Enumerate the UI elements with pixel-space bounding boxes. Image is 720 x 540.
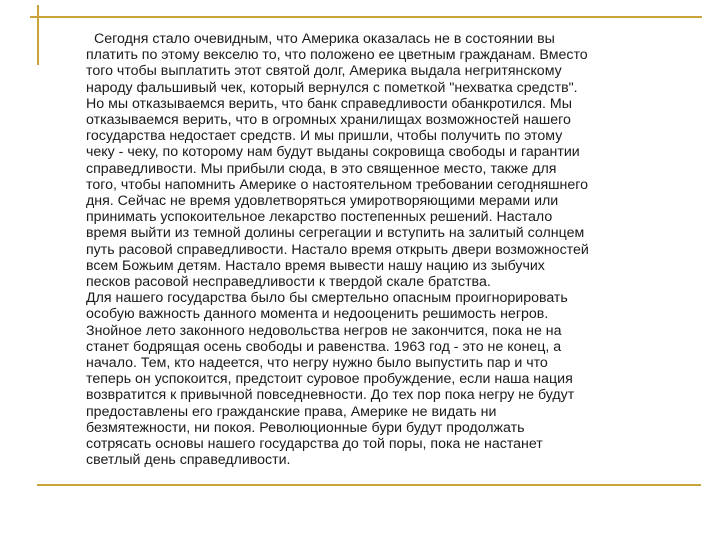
text-line: путь расовой справедливости. Настало время открыть двери возможностей (86, 241, 589, 258)
text-line: сотрясать основы нашего государства до той поры, пока не настанет (86, 436, 543, 453)
text-line: время выйти из темной долины сегрегации и вступить на залитый солнцем (86, 225, 585, 242)
text-line: песков расовой несправедливости к твердой скале братства. (86, 274, 491, 291)
text-line: народу фальшивый чек, который вернулся с пометкой "нехватка средств". (86, 79, 578, 96)
text-line: Знойное лето законного недовольства негров не закончится, пока не на (86, 322, 562, 339)
text-line: Сегодня стало очевидным, что Америка оказалась не в состоянии вы (94, 31, 555, 47)
vertical-accent-rule (37, 5, 39, 65)
text-line: того чтобы выплатить этот святой долг, Америка выдала негритянскому (86, 63, 562, 80)
text-line: предоставлены его гражданские права, Америке не видать ни (86, 403, 497, 420)
text-line: того, чтобы напомнить Америке о настоятельном требовании сегодняшнего (86, 176, 589, 193)
text-line: всем Божьим детям. Настало время вывести нашу нацию из зыбучих (86, 257, 545, 274)
text-line: начало. Тем, кто надеется, что негру нужно было выпустить пар и что (86, 355, 548, 372)
text-line: платить по этому векселю то, что положено ее цветным гражданам. Вместо (86, 47, 588, 64)
text-line: дня. Сейчас не время удовлетворяться умиротворяющими мерами или (86, 193, 559, 210)
paragraph-1 (86, 31, 686, 290)
text-line: особую важность данного момента и недооценить решимость негров. (86, 306, 549, 323)
text-line: возвратится к привычной повседневности. До тех пор пока негру не будут (86, 387, 575, 404)
text-line: чеку - чеку, по которому нам будут выданы сокровища свободы и гарантии (86, 144, 580, 161)
text-line: Для нашего государства было бы смертельно опасным проигнорировать (86, 290, 568, 307)
paragraph-2 (86, 290, 686, 468)
text-line: Но мы отказываемся верить, что банк справедливости обанкротился. Мы (86, 95, 572, 112)
top-accent-rule (30, 16, 702, 18)
text-line: светлый день справедливости. (86, 452, 291, 469)
text-line: справедливости. Мы прибыли сюда, в это священное место, также для (86, 160, 557, 177)
speech-text-block (86, 31, 686, 468)
text-line: государства недостает средств. И мы пришли, чтобы получить по этому (86, 128, 563, 145)
text-line: отказываемся верить, что в огромных хранилищах возможностей нашего (86, 112, 571, 129)
text-line: принимать успокоительное лекарство постепенных решений. Настало (86, 209, 553, 226)
bottom-accent-rule (37, 484, 701, 486)
text-line: станет бодрящая осень свободы и равенства. 1963 год - это не конец, а (86, 338, 562, 355)
text-line: теперь он успокоится, предстоит суровое пробуждение, если наша нация (86, 371, 573, 388)
text-line: безмятежности, ни покоя. Революционные бури будут продолжать (86, 419, 525, 436)
